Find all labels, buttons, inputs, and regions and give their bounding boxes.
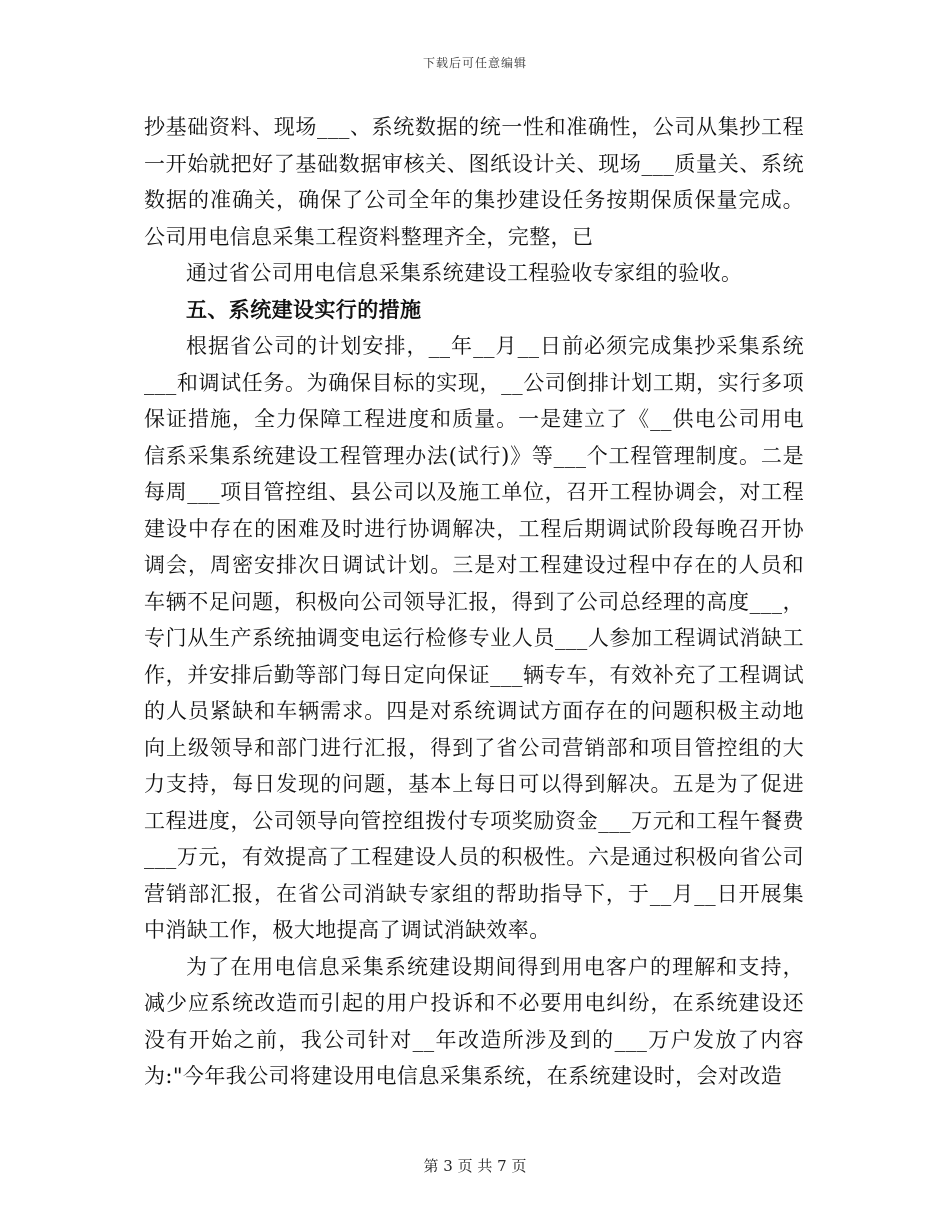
page-header: 下载后可任意编辑 xyxy=(422,56,527,70)
paragraph-continued: 抄基础资料、现场___、系统数据的统一性和准确性，公司从集抄工程一开始就把好了基础数据审核关、图纸设计关、现场___质量关、系统数据的准确关，确保了公司全年的集抄建设任务按期保质保量完成。公司用电信息采集工程资料整理齐全，完整，已 xyxy=(144,115,804,249)
page-number: 第 3 页 共 7 页 xyxy=(423,1157,527,1175)
paragraph-customer-support: 为了在用电信息采集系统建设期间得到用电客户的理解和支持，减少应系统改造而引起的用户投诉和不必要用电纠纷，在系统建设还没有开始之前，我公司针对__年改造所涉及到的___万户发放了内容为:"今年我公司将建设用电信息采集系统，在系统建设时，会对改造 xyxy=(144,954,804,1088)
section-heading: 五、系统建设实行的措施 xyxy=(186,296,422,322)
paragraph-acceptance: 通过省公司用电信息采集系统建设工程验收专家组的验收。 xyxy=(186,261,743,285)
document-body xyxy=(144,109,804,1095)
paragraph-measures: 根据省公司的计划安排，__年__月__日前必须完成集抄采集系统___和调试任务。为确保目标的实现，__公司倒排计划工期，实行多项保证措施，全力保障工程进度和质量。一是建立了《__供电公司用电信系采集系统建设工程管理办法(试行)》等___个工程管理制度。二是每周___项目管控组、县公司以及施工单位，召开工程协调会，对工程建设中存在的困难及时进行协调解决，工程后期调试阶段每晚召开协调会，周密安排次日调试计划。三是对工程建设过程中存在的人员和车辆不足问题，积极向公司领导汇报，得到了公司总经理的高度___，专门从生产系统抽调变电运行检修专业人员___人参加工程调试消缺工作，并安排后勤等部门每日定向保证___辆专车，有效补充了工程调试的人员紧缺和车辆需求。四是对系统调试方面存在的问题积极主动地向上级领导和部门进行汇报，得到了省公司营销部和项目管控组的大力支持，每日发现的问题，基本上每日可以得到解决。五是为了促进工程进度，公司领导向管控组拨付专项奖励资金___万元和工程午餐费___万元，有效提高了工程建设人员的积极性。六是通过积极向省公司营销部汇报，在省公司消缺专家组的帮助指导下，于__月__日开展集中消缺工作，极大地提高了调试消缺效率。 xyxy=(144,334,804,942)
